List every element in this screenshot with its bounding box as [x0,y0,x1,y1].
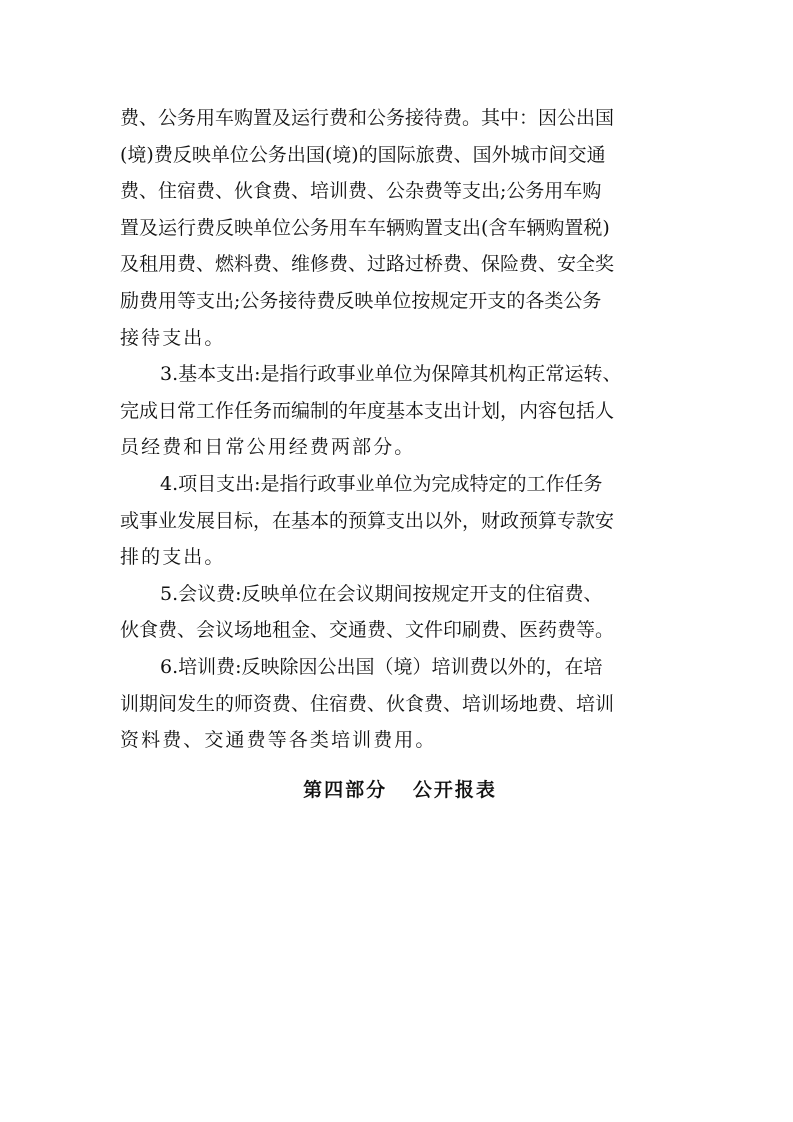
text-line: 费、住宿费、伙食费、培训费、公杂费等支出;公务用车购 [120,180,602,203]
paragraph-meeting-fee-line: 5.会议费:反映单位在会议期间按规定开支的住宿费、 [160,582,603,605]
text-line: 完成日常工作任务而编制的年度基本支出计划，内容包括人 [120,399,615,422]
text-line: 或事业发展目标，在基本的预算支出以外，财政预算专款安 [120,509,615,532]
paragraph-project-expenditure-line: 4.项目支出:是指行政事业单位为完成特定的工作任务 [160,472,603,495]
paragraph-basic-expenditure-line: 3.基本支出:是指行政事业单位为保障其机构正常运转、 [160,363,622,386]
body-text [120,100,680,759]
section-title: 第四部分 公开报表 [303,779,497,801]
text-line: (境)费反映单位公务出国(境)的国际旅费、国外城市间交通 [120,143,606,166]
text-line: 费、公务用车购置及运行费和公务接待费。其中：因公出国 [120,107,615,129]
text-line: 接待支出。 [120,326,226,349]
text-line: 训期间发生的师资费、住宿费、伙食费、培训场地费、培训 [120,692,615,715]
text-line: 资料费、交通费等各类培训费用。 [120,729,437,752]
text-line: 排的支出。 [120,546,226,569]
text-line: 置及运行费反映单位公务用车车辆购置支出(含车辆购置税) [120,216,610,239]
text-line: 伙食费、会议场地租金、交通费、文件印刷费、医药费等。 [120,619,615,642]
text-line: 励费用等支出;公务接待费反映单位按规定开支的各类公务 [120,289,602,312]
text-line: 员经费和日常公用经费两部分。 [120,436,416,459]
text-line: 及租用费、燃料费、维修费、过路过桥费、保险费、安全奖 [120,253,615,276]
paragraph-training-fee-line: 6.培训费:反映除因公出国（境）培训费以外的，在培 [160,655,603,678]
